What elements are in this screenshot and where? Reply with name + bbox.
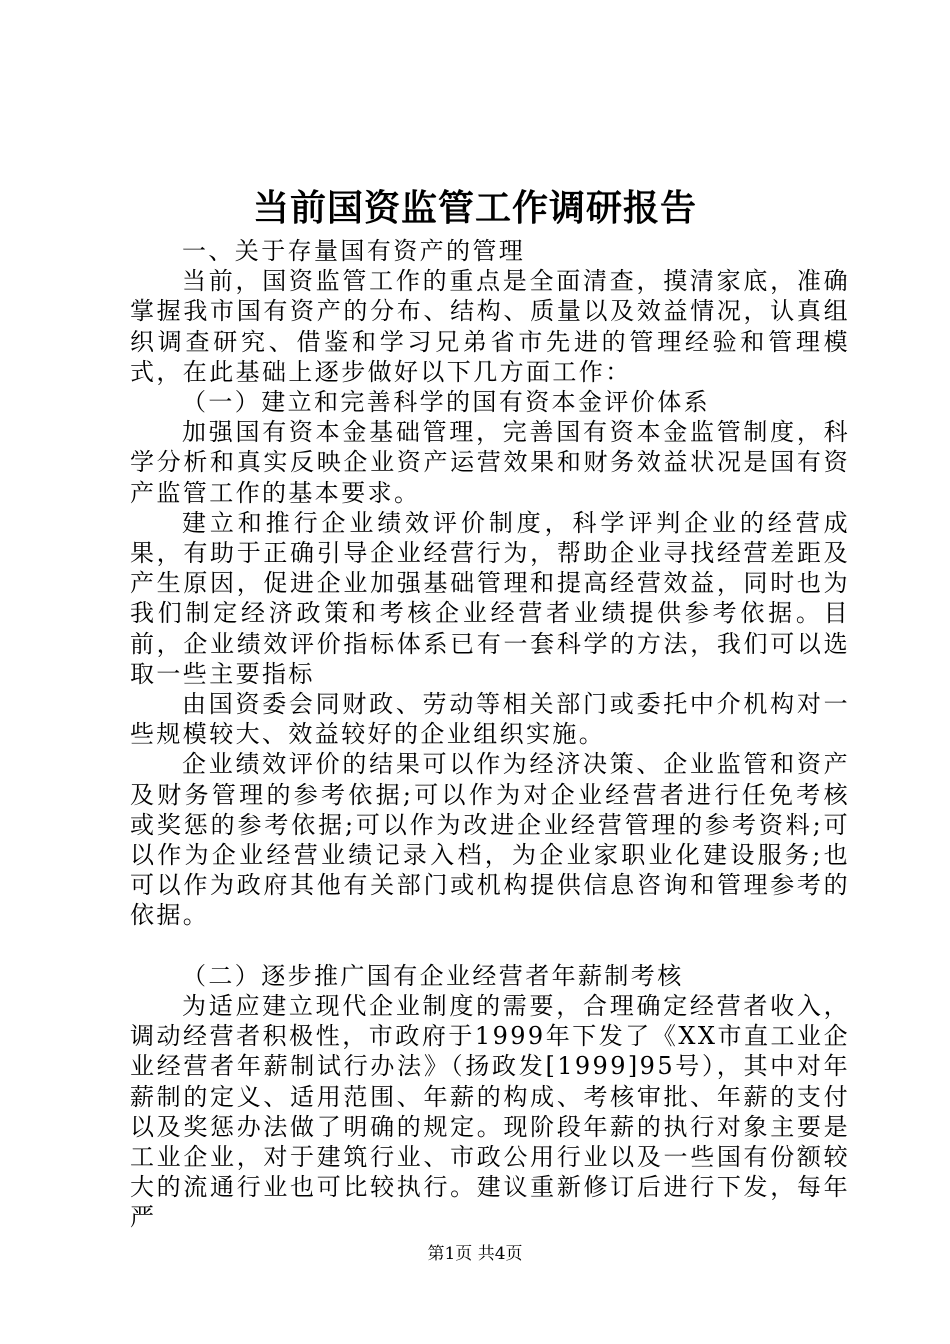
paragraph: 为适应建立现代企业制度的需要，合理确定经营者收入，调动经营者积极性，市政府于1999年下发了《XX市直工业企业经营者年薪制试行办法》（扬政发[1999]95号），其中对年薪制的定义、适用范围、年薪的构成、考核审批、年薪的支付以及奖惩办法做了明确的规定。现阶段年薪的执行对象主要是工业企业，对于建筑行业、市政公用行业以及一些国有份额较大的流通行业也可比较执行。建议重新修订后进行下发，每年严 (130, 992, 850, 1232)
paragraph: 企业绩效评价的结果可以作为经济决策、企业监管和资产及财务管理的参考依据;可以作为对企业经营者进行任免考核或奖惩的参考依据;可以作为改进企业经营管理的参考资料;可以作为企业经营业绩记录入档，为企业家职业化建设服务;也可以作为政府其他有关部门或机构提供信息咨询和管理参考的依据。 (130, 750, 850, 930)
section-heading-1: 一、关于存量国有资产的管理 (182, 237, 526, 265)
subsection-heading-2: （二）逐步推广国有企业经营者年薪制考核 (182, 961, 684, 990)
document-body (130, 236, 850, 1233)
paragraph: 加强国有资本金基础管理，完善国有资本金监管制度，科学分析和真实反映企业资产运营效果和财务效益状况是国有资产监管工作的基本要求。 (130, 418, 850, 507)
paragraph-spacer (130, 931, 850, 961)
paragraph: 建立和推行企业绩效评价制度，科学评判企业的经营成果，有助于正确引导企业经营行为，帮助企业寻找经营差距及产生原因，促进企业加强基础管理和提高经营效益，同时也为我们制定经济政策和考核企业经营者业绩提供参考依据。目前，企业绩效评价指标体系已有一套科学的方法，我们可以选取一些主要指标 (130, 508, 850, 688)
subsection-heading-1: （一）建立和完善科学的国有资本金评价体系 (182, 388, 710, 417)
document-title: 当前国资监管工作调研报告 (252, 187, 697, 229)
paragraph: 当前，国资监管工作的重点是全面清查，摸清家底，准确掌握我市国有资产的分布、结构、质量以及效益情况，认真组织调查研究、借鉴和学习兄弟省市先进的管理经验和管理模式，在此基础上逐步做好以下几方面工作： (130, 267, 850, 386)
paragraph: 由国资委会同财政、劳动等相关部门或委托中介机构对一些规模较大、效益较好的企业组织实施。 (130, 690, 850, 749)
page-number-footer: 第1页 共4页 (427, 1244, 523, 1264)
